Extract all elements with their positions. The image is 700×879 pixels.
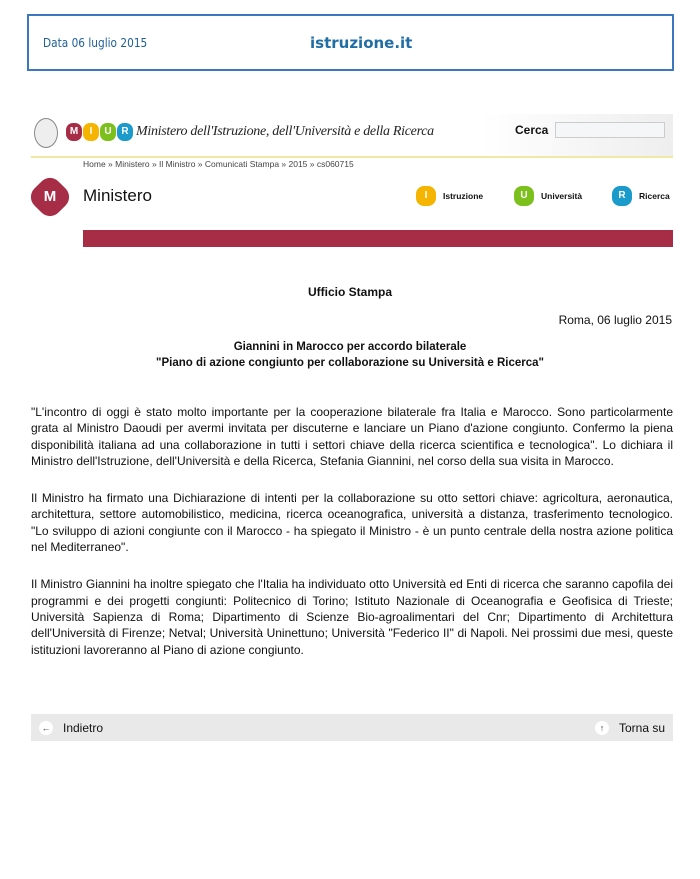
subheadline: "Piano di azione congiunto per collaborazione su Università e Ricerca" (156, 357, 544, 369)
ministry-title: Ministero dell'Istruzione, dell'Università e della Ricerca (136, 124, 434, 139)
logo-letter: M (66, 123, 82, 141)
miur-logo[interactable] (66, 123, 133, 141)
search-label: Cerca (515, 123, 549, 137)
breadcrumb[interactable]: Home » Ministero » Il Ministro » Comunicati Stampa » 2015 » cs060715 (83, 159, 354, 169)
nav-universita[interactable]: U Università (514, 186, 582, 206)
place-date: Roma, 06 luglio 2015 (558, 313, 672, 327)
paragraph: "L'incontro di oggi è stato molto importante per la cooperazione bilaterale fra Italia e Marocco. Sono particolarmente grata al Ministro Daoudi per avermi invitata per discuterne e lanciare un Piano d'azione congiunto. Confermo la piena disponibilità italiana ad una collaborazione in tutti i settori chiave della ricerca scientifica e tecnologica". Lo dichiara il Ministro dell'Istruzione, dell'Università e della Ricerca, Stefania Giannini, nel corso della sua visita in Marocco. (31, 405, 673, 468)
footer-nav (31, 714, 673, 741)
headline: Giannini in Marocco per accordo bilaterale (233, 341, 467, 353)
arrow-left-icon: ← (39, 721, 53, 735)
article-body (31, 404, 673, 679)
article-title (0, 339, 700, 371)
clipping-source: istruzione.it (310, 34, 413, 52)
arrow-up-icon: ↑ (595, 721, 609, 735)
back-to-top-link[interactable]: ↑ Torna su (595, 721, 665, 735)
logo-letter: U (100, 123, 116, 141)
ricerca-icon: R (612, 186, 632, 206)
paragraph: Il Ministro ha firmato una Dichiarazione di intenti per la collaborazione su otto settori chiave: agricoltura, aeronautica, architettura, settore automobilistico, medicina, ricerca oceanografica, università a distanza, trasferimento tecnologico. "Lo sviluppo di azioni congiunte con il Marocco - ha spiegato il Ministro - è un punto centrale della nostra azione politica nel Mediterraneo". (31, 491, 673, 555)
emblem-icon (34, 118, 58, 148)
section-bar (83, 230, 673, 247)
back-link[interactable]: ← Indietro (39, 721, 103, 735)
logo-letter: I (83, 123, 99, 141)
search-input[interactable] (555, 122, 665, 138)
ministero-logo-icon: M (26, 173, 74, 221)
nav-ricerca[interactable]: R Ricerca (612, 186, 670, 206)
section-title: Ministero (83, 186, 152, 205)
clipping-date: Data 06 luglio 2015 (43, 36, 148, 50)
istruzione-icon: I (416, 186, 436, 206)
office-label: Ufficio Stampa (307, 285, 392, 299)
universita-icon: U (514, 186, 534, 206)
logo-letter: R (117, 123, 133, 141)
site-header (31, 114, 673, 158)
clipping-header (27, 14, 674, 71)
nav-istruzione[interactable]: I Istruzione (416, 186, 483, 206)
paragraph: Il Ministro Giannini ha inoltre spiegato che l'Italia ha individuato otto Università ed Enti di ricerca che saranno capofila dei programmi e dei progetti congiunti: Politecnico di Torino; Istituto Nazionale di Oceanografia e Geofisica di Trieste; Università Sapienza di Roma; Dipartimento di Scienze Bio-agroalimentari del Cnr; Dipartimento di Architettura dell'Università di Firenze; Netval; Università Uninettuno; Università "Federico II" di Napoli. Nei prossimi due mesi, queste istituzioni lavoreranno al Piano di azione congiunto. (31, 577, 673, 657)
